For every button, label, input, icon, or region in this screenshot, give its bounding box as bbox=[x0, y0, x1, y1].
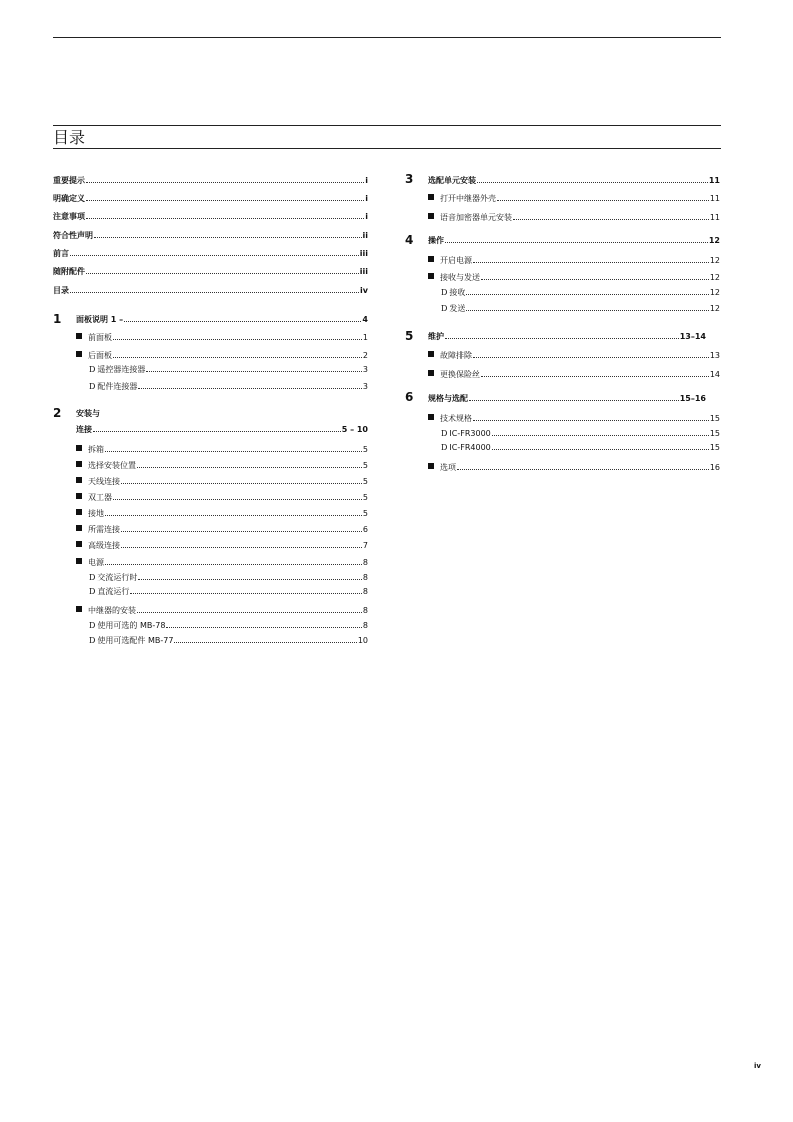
square-bullet-icon bbox=[76, 351, 82, 357]
toc-entry[interactable]: 接收与发送 12 bbox=[428, 273, 720, 283]
d-bullet-icon: D bbox=[89, 382, 96, 391]
square-bullet-icon bbox=[76, 558, 82, 564]
d-bullet-icon: D bbox=[441, 443, 448, 452]
section-number: 6 bbox=[405, 390, 414, 404]
square-bullet-icon bbox=[76, 461, 82, 467]
toc-subentry[interactable]: D 使用可选配件 MB-77 10 bbox=[89, 636, 368, 645]
toc-subentry[interactable]: D 配件连接器 3 bbox=[89, 382, 368, 391]
toc-entry[interactable]: 选择安装位置 5 bbox=[76, 461, 368, 471]
section-heading[interactable]: 连接 5 – 10 bbox=[76, 425, 368, 434]
section-number: 4 bbox=[405, 233, 414, 247]
d-bullet-icon: D bbox=[441, 304, 448, 313]
square-bullet-icon bbox=[76, 525, 82, 531]
d-bullet-icon: D bbox=[89, 621, 96, 630]
d-bullet-icon: D bbox=[89, 636, 96, 645]
square-bullet-icon bbox=[428, 351, 434, 357]
toc-subentry[interactable]: D 使用可选的 MB-78 8 bbox=[89, 621, 368, 630]
section-heading[interactable]: 面板说明 1 – 4 bbox=[76, 315, 368, 324]
square-bullet-icon bbox=[76, 333, 82, 339]
toc-subentry[interactable]: D IC-FR4000 15 bbox=[441, 443, 720, 452]
square-bullet-icon bbox=[428, 273, 434, 279]
toc-entry[interactable]: 接地 5 bbox=[76, 509, 368, 519]
toc-entry[interactable]: 拆箱 5 bbox=[76, 445, 368, 455]
d-bullet-icon: D bbox=[89, 587, 96, 596]
header-rule bbox=[53, 37, 721, 38]
toc-entry[interactable]: 天线连接 5 bbox=[76, 477, 368, 487]
toc-entry[interactable]: 双工器 5 bbox=[76, 493, 368, 503]
section-heading[interactable]: 维护 13–14 bbox=[428, 332, 706, 341]
section-number: 2 bbox=[53, 406, 62, 420]
toc-entry[interactable]: 重要提示 i bbox=[53, 176, 368, 185]
toc-entry[interactable]: 打开中继器外壳 11 bbox=[428, 194, 720, 204]
toc-entry[interactable]: 所需连接 6 bbox=[76, 525, 368, 535]
section-heading[interactable]: 选配单元安装 11 bbox=[428, 176, 720, 185]
toc-entry[interactable]: 注意事项 i bbox=[53, 212, 368, 221]
toc-subentry[interactable]: D 遥控器连接器 3 bbox=[89, 365, 368, 374]
toc-entry[interactable]: 开启电源 12 bbox=[428, 256, 720, 266]
square-bullet-icon bbox=[428, 213, 434, 219]
toc-entry[interactable]: 故障排除 13 bbox=[428, 351, 720, 361]
title-rule-top bbox=[53, 125, 721, 126]
toc-entry[interactable]: 电源 8 bbox=[76, 558, 368, 568]
toc-entry[interactable]: 更换保险丝 14 bbox=[428, 370, 720, 380]
toc-entry[interactable]: 随附配件 iii bbox=[53, 267, 368, 276]
square-bullet-icon bbox=[428, 194, 434, 200]
toc-entry[interactable]: 中继器的安装 8 bbox=[76, 606, 368, 616]
section-heading[interactable]: 规格与选配 15–16 bbox=[428, 394, 706, 403]
d-bullet-icon: D bbox=[441, 429, 448, 438]
toc-subentry[interactable]: D IC-FR3000 15 bbox=[441, 429, 720, 438]
square-bullet-icon bbox=[76, 606, 82, 612]
toc-entry[interactable]: 目录 iv bbox=[53, 286, 368, 295]
square-bullet-icon bbox=[428, 370, 434, 376]
toc-entry[interactable]: 高级连接 7 bbox=[76, 541, 368, 551]
title-rule-bottom bbox=[53, 148, 721, 149]
toc-entry[interactable]: 符合性声明 ii bbox=[53, 231, 368, 240]
toc-subentry[interactable]: D 交流运行时 8 bbox=[89, 573, 368, 582]
toc-entry[interactable]: 明确定义 i bbox=[53, 194, 368, 203]
d-bullet-icon: D bbox=[89, 365, 96, 374]
toc-subentry[interactable]: D 直流运行 8 bbox=[89, 587, 368, 596]
square-bullet-icon bbox=[76, 509, 82, 515]
toc-entry[interactable]: 技术规格 15 bbox=[428, 414, 720, 424]
d-bullet-icon: D bbox=[89, 573, 96, 582]
square-bullet-icon bbox=[76, 445, 82, 451]
square-bullet-icon bbox=[76, 493, 82, 499]
square-bullet-icon bbox=[428, 414, 434, 420]
square-bullet-icon bbox=[76, 477, 82, 483]
toc-subentry[interactable]: D 发送 12 bbox=[441, 304, 720, 313]
d-bullet-icon: D bbox=[441, 288, 448, 297]
section-heading-line1: 安装与 bbox=[76, 409, 100, 418]
toc-entry[interactable]: 后面板 2 bbox=[76, 351, 368, 361]
square-bullet-icon bbox=[428, 463, 434, 469]
square-bullet-icon bbox=[76, 541, 82, 547]
toc-entry[interactable]: 选项 16 bbox=[428, 463, 720, 473]
section-number: 5 bbox=[405, 329, 414, 343]
section-number: 1 bbox=[53, 312, 62, 326]
toc-entry[interactable]: 语音加密器单元安装 11 bbox=[428, 213, 720, 223]
page-number: iv bbox=[754, 1062, 761, 1070]
square-bullet-icon bbox=[428, 256, 434, 262]
toc-entry[interactable]: 前面板 1 bbox=[76, 333, 368, 343]
page-title: 目录 bbox=[53, 128, 86, 147]
section-heading[interactable]: 操作 12 bbox=[428, 236, 720, 245]
section-number: 3 bbox=[405, 172, 414, 186]
toc-subentry[interactable]: D 接收 12 bbox=[441, 288, 720, 297]
toc-entry[interactable]: 前言 iii bbox=[53, 249, 368, 258]
